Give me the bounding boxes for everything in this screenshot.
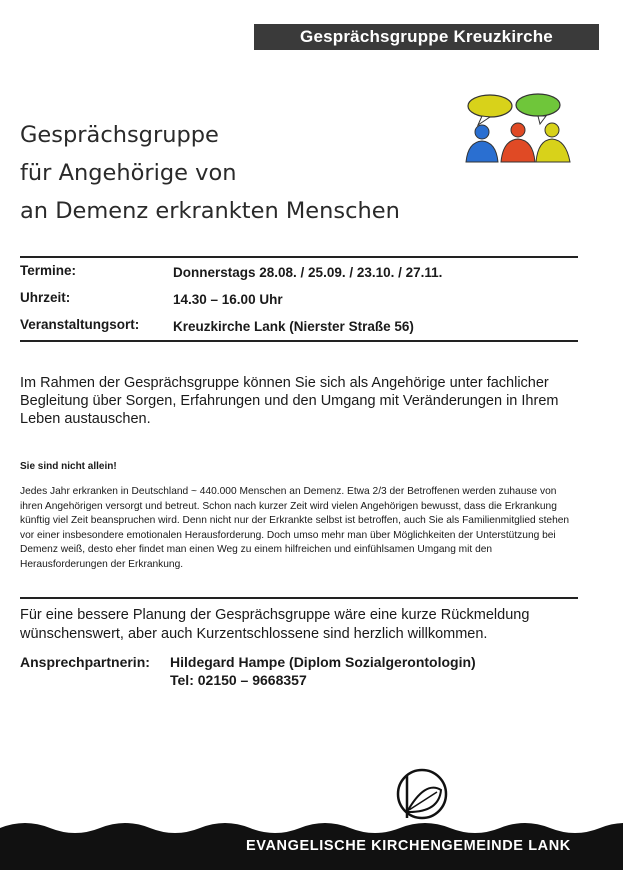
people-speech-bubbles-icon <box>460 92 576 164</box>
intro-paragraph: Im Rahmen der Gesprächsgruppe können Sie sich als Angehörige unter fachlicher Begleitung über Sorgen, Erfahrungen und den Umgang mit Veränderungen in Ihrem Leben austauschen. <box>20 375 559 427</box>
section-heading: Sie sind nicht allein! <box>20 461 117 472</box>
location-label: Veranstaltungsort: <box>20 317 140 332</box>
page-title <box>20 116 400 230</box>
location-value: Kreuzkirche Lank (Nierster Straße 56) <box>173 319 414 334</box>
dates-value: Donnerstags 28.08. / 25.09. / 23.10. / 27.11. <box>173 265 443 280</box>
divider <box>20 340 578 342</box>
contact-phone: Tel: 02150 – 9668357 <box>170 672 307 688</box>
contact-label: Ansprechpartnerin: <box>20 654 150 670</box>
contact-name: Hildegard Hampe (Diplom Sozialgerontologin) <box>170 654 476 670</box>
title-line-1: Gesprächsgruppe <box>20 122 219 148</box>
time-label: Uhrzeit: <box>20 290 71 305</box>
footer-organization: EVANGELISCHE KIRCHENGEMEINDE LANK <box>246 838 571 854</box>
body-paragraph: Jedes Jahr erkranken in Deutschland ~ 440.000 Menschen an Demenz. Etwa 2/3 der Betroffenen werden zuhause von ihren Angehörigen versorgt und betreut. Schon nach kurzer Zeit wird vielen Angehörigen bewusst, dass die Erkrankung künftig viel Zeit beanspruchen wird. Denn nicht nur der Erkrankte selbst ist betroffen, auch Sie als Familienmitglied stehen vor einer insbesondere emotionalen Herausforderung. Doch umso mehr man über Möglichkeiten der Unterstützung bei Demenz weiß, desto eher findet man einen Weg zu einem hilfreichen und einfühlsamen Umgang mit den Herausforderungen der Erkrankung. <box>20 486 570 570</box>
divider <box>20 597 578 599</box>
dates-label: Termine: <box>20 263 77 278</box>
closing-paragraph: Für eine bessere Planung der Gesprächsgruppe wäre eine kurze Rückmeldung wünschenswert, aber auch Kurzentschlossene sind herzlich willkommen. <box>20 607 530 642</box>
time-value: 14.30 – 16.00 Uhr <box>173 292 283 307</box>
title-line-3: an Demenz erkrankten Menschen <box>20 198 400 224</box>
header-banner: Gesprächsgruppe Kreuzkirche <box>254 24 599 50</box>
title-line-2: für Angehörige von <box>20 160 237 186</box>
divider <box>20 256 578 258</box>
